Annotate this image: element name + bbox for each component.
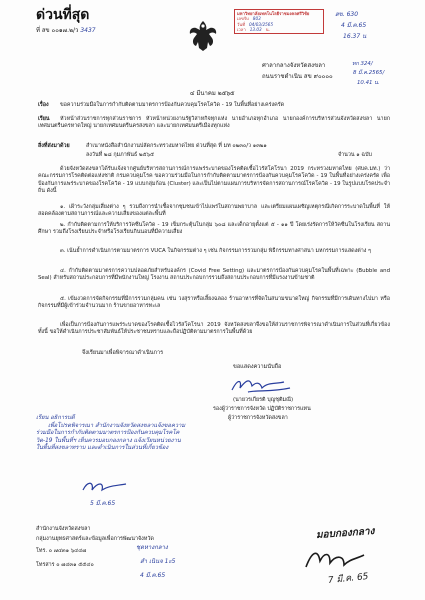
stamp-recv-label: เลขรับ	[237, 16, 249, 22]
ref-handwritten: 3437	[80, 27, 96, 34]
subject-text: ขอความร่วมมือในการกำกับติดตามมาตรการป้องกันควบคุมโรคโควิด - 19 ในพื้นที่อย่างเคร่งครัด	[60, 102, 285, 108]
attachment-count: จำนวน ๑ ฉบับ	[338, 152, 372, 158]
regards: ขอแสดงความนับถือ	[233, 364, 282, 370]
subject-label: เรื่อง	[38, 102, 49, 108]
stamp-date-value: 04/03/2565	[248, 21, 274, 27]
stamp-recv-no: 803	[252, 16, 261, 22]
body-item-5: ๕. เข้มงวดการจัดกิจกรรมที่มีการรวมกลุ่มคน เช่น วงสุราหรือเลี้ยงฉลอง ร้านอาหารที่จัดในสนามขนาดใหญ่ กิจกรรมที่มีการเดินทางไปมา หรือกิจกรรมที่มีผู้เข้าร่วมจำนวนมาก ร้านขายอาหารทะเล	[38, 296, 390, 310]
subject-line	[38, 102, 390, 109]
to-text: หัวหน้าส่วนราชการทุกส่วนราชการ หัวหน้าหน่วยงานรัฐวิสาหกิจทุกแห่ง นายอำเภอทุกอำเภอ นายกองค์การบริหารส่วนจังหวัดสงขลา นายกเทศมนตรีนครหาดใหญ่ นายกเทศมนตรีนครสงขลา และนายกเทศมนตรีเมืองทุกแห่ง	[38, 116, 390, 130]
attachment-text: สำเนาหนังสือสำนักงานปลัดกระทรวงมหาดไทย ด่วนที่สุด ที่ มท ๐๒๓๐/ว ๑๓๒๑	[86, 143, 267, 149]
garuda-emblem-icon	[186, 18, 220, 54]
note-greeting: เรียน อธิการบดี	[36, 415, 75, 421]
attachment-label: สิ่งที่ส่งมาด้วย	[38, 143, 70, 149]
signer-title-2: ผู้ว่าราชการจังหวัดสงขลา	[228, 415, 288, 421]
signer-name: (นายวรเกียรติ บุญชุติมณี)	[233, 397, 294, 403]
body-closing: เพื่อเป็นการป้องกันการแพร่ระบาดของโรคติดเชื้อไวรัสโคโรนา 2019 จังหวัดสงขลาจึงขอให้ส่วนราชการพิจารณาดำเนินการในส่วนที่เกี่ยวข้อง ทั้งนี้ ขอให้ดำเนินการประชาสัมพันธ์ให้ประชาชนทราบและถือปฏิบัติตามมาตรการในพื้นที่ด้วย	[38, 322, 390, 336]
governor-signature-icon	[228, 374, 298, 396]
note-signature-icon	[80, 478, 130, 498]
note-text: เพื่อโปรดพิจารณา สำนักงานจังหวัดสงขลาแจ้งขอความร่วมมือในการกำกับติดตามมาตรการป้องกันควบคุมโรคโควิด-19 ในพื้นที่ฯ เห็นควรมอบกองกลาง แจ้งเวียนหน่วยงานในพื้นที่สงขลาทราบ และดำเนินการในส่วนที่เกี่ยวข้อง	[36, 422, 186, 452]
scribble-note-1: ชุดหางกลาง	[136, 544, 168, 551]
stamp-date-label: วันที่	[237, 21, 245, 27]
org-name: ศาลากลางจังหวัดสงขลา	[262, 62, 326, 69]
sb-date: 4 มี.ค.65	[341, 22, 367, 29]
director-signature-icon	[300, 545, 370, 575]
attachment-date: ลงวันที่ ๒๘ กุมภาพันธ์ ๒๕๖๕	[86, 152, 155, 158]
ntk-number: ทก 324/	[352, 61, 373, 67]
to-label: เรียน	[38, 116, 50, 122]
receiving-stamp	[234, 9, 324, 34]
handwritten-note	[36, 415, 186, 453]
stamp-time-value: 13.03	[249, 26, 262, 32]
letter-date: ๔ มีนาคม ๒๕๖๕	[190, 90, 235, 97]
right-hand-date: 7 มี.ค. 65	[327, 571, 369, 587]
attachment-line	[38, 143, 390, 150]
ntk-date: 8 มี.ค.2565/	[353, 70, 385, 76]
footer-fax: โทรสาร ๐ ๗๔๓๑ ๕๕๔๐	[36, 562, 94, 568]
body-request: จึงเรียนมาเพื่อพิจารณาดำเนินการ	[82, 350, 164, 356]
scribble-note-3: 4 มี.ค.65	[140, 572, 166, 579]
scribble-note-2: สำ เนินจ 1ะ5	[140, 558, 176, 565]
sb-time: 16.37 น	[343, 33, 367, 40]
body-item-4: ๔. กำกับติดตามมาตรการความปลอดภัยสำหรับองค์กร (Covid Free Setting) และมาตรการป้องกันควบคุมโรคในพื้นที่เฉพาะ (Bubble and Seal) สำหรับสถานประกอบการที่มีพนักงานใหญ่ โรงงาน สถานประกอบการรวมถึงสถานประกอบการที่มีแรงงานข้ามชาติ	[38, 268, 390, 282]
body-item-2: ๒. กำกับติดตามการให้บริการวัคซีนโควิด - 19 เข็มกระตุ้นในกลุ่ม ๖๐๘ และเด็กอายุตั้งแต่ ๕ - ๑๑ ปี โดยเร่งรัดการให้วัคซีนในโรงเรียน สถานศึกษา รวมถึงโรงเรียนประจำหรือโรงเรียนกินนอนที่มีความเสี่ยง	[38, 222, 390, 236]
ref-prefix: ที่ สข ๐๐๑๗.๒/ว	[36, 27, 79, 34]
body-intro: ด้วยจังหวัดสงขลาได้รับแจ้งจากศูนย์บริหารสถานการณ์การแพร่ระบาดของโรคติดเชื้อไวรัสโคโรนา 2019 กระทรวงมหาดไทย (ศบค.มท.) ว่า คณะกรรมการโรคติดต่อแห่งชาติ กรมควบคุมโรค ขอความร่วมมือในการกำกับติดตามมาตรการป้องกันควบคุมโรคโควิด - 19 ในพื้นที่อย่างเคร่งครัด เพื่อป้องกันการแพร่ระบาดของโรคโควิด - 19 แบบกลุ่มก้อน (Cluster) และเป็นไปตามแผนการบริหารจัดการสถานการณ์โรคโควิด - 19 ในรูปแบบโรคประจำถิ่น ดังนี้	[38, 166, 390, 194]
urgent-heading: ด่วนที่สุด	[36, 7, 90, 23]
stamp-time-unit: น.	[265, 26, 270, 32]
body-item-3: ๓. เน้นย้ำการดำเนินการตามมาตรการ VUCA ในกิจกรรมต่าง ๆ เช่น กิจกรรมการรวมกลุ่ม พิธีกรรมทางศาสนา มหกรรมการแสดงต่าง ๆ	[60, 248, 372, 254]
footer-office: สำนักงานจังหวัดสงขลา	[36, 526, 91, 532]
sb-number: สข. 630	[335, 11, 359, 18]
document-ref	[36, 27, 96, 35]
signer-title-1: รองผู้ว่าราชการจังหวัด ปฏิบัติราชการแทน	[213, 406, 311, 412]
org-address: ถนนราชดำเนิน สข ๙๐๐๐๐	[262, 73, 333, 80]
to-line	[38, 116, 390, 131]
ntk-time: 10.41 น.	[357, 80, 380, 86]
right-hand-label: มอบกองกลาง	[315, 525, 375, 542]
body-item-1: ๑. เฝ้าระวังกลุ่มเสี่ยงต่าง ๆ รวมถึงการนำเชื้อจากชุมชนเข้าไปแพร่ในสถานพยาบาล และเตรียมแผนเผชิญเหตุกรณีเกิดการระบาดในพื้นที่ ให้สอดคล้องตามสถานการณ์และความเสี่ยงของแต่ละพื้นที่	[38, 204, 390, 218]
footer-tel: โทร. ๐ ๗๔๓๑ ๖๔๔๗	[36, 548, 87, 554]
footer-group: กลุ่มงานยุทธศาสตร์และข้อมูลเพื่อการพัฒนาจังหวัด	[36, 536, 154, 542]
stamp-time-label: เวลา	[237, 26, 246, 32]
note-sig-date: 5 มี.ค.65	[90, 500, 116, 507]
stamp-title: มหาวิทยาลัยเทคโนโลยีราชมงคลศรีวิชัย	[237, 11, 310, 16]
